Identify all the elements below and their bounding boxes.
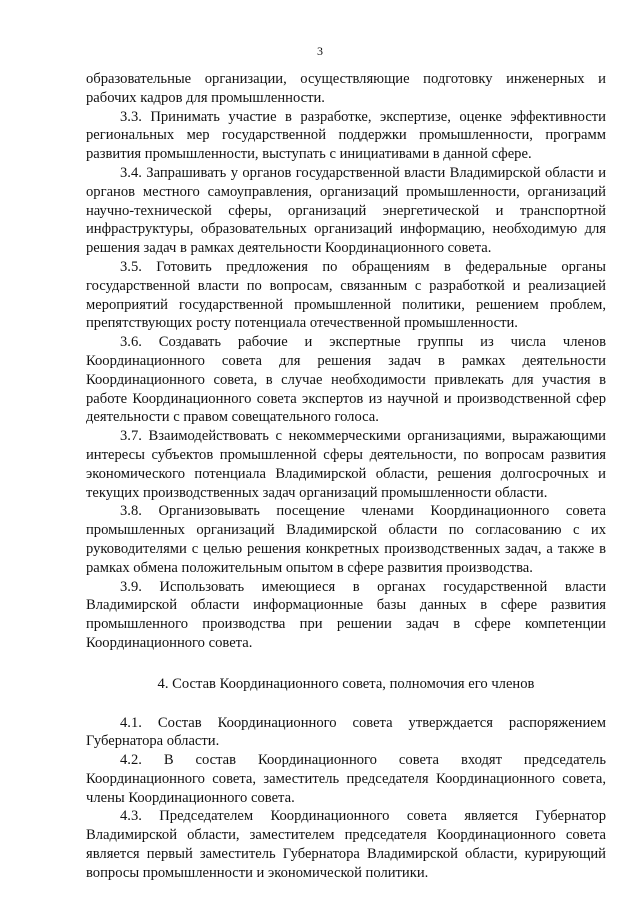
paragraph-4-2: 4.2. В состав Координационного совета входят председатель Координационного совета, заместитель председателя Координационного совета, члены Координационного совета.	[86, 752, 606, 806]
section-title: 4. Состав Координационного совета, полномочия его членов	[157, 675, 535, 692]
paragraph-4-1: 4.1. Состав Координационного совета утверждается распоряжением Губернатора области.	[86, 714, 606, 750]
paragraph-3-7: 3.7. Взаимодействовать с некоммерческими организациями, выражающими интересы субъектов промышленной сферы деятельности, по вопросам развития экономического потенциала Владимирской области, решения долгосрочных и текущих производственных задач организаций промышленности области.	[86, 428, 606, 501]
paragraph-4-3: 4.3. Председателем Координационного совета является Губернатор Владимирской области, заместителем председателя Координационного совета является первый заместитель Губернатора Владимирской области, курирующий вопросы промышленности и экономической политики.	[86, 808, 606, 881]
paragraph-3-6: 3.6. Создавать рабочие и экспертные группы из числа членов Координационного совета для решения задач в рамках деятельности Координационного совета, в случае необходимости привлекать для участия в работе Координационного совета экспертов из научной и производственной сфер деятельности с правом совещательного голоса.	[86, 334, 606, 426]
paragraph-3-9: 3.9. Использовать имеющиеся в органах государственной власти Владимирской области информационные базы данных в сфере развития промышленного производства при решении задач в сфере компетенции Координационного совета.	[86, 578, 606, 651]
paragraph-3-4: 3.4. Запрашивать у органов государственной власти Владимирской области и органов местного самоуправления, организаций промышленности, организаций научно-технической сферы, организаций энергетической и транспортной инфраструктуры, образовательных организаций информацию, необходимую для решения задач в рамках деятельности Координационного совета.	[86, 164, 606, 257]
paragraph-3-5: 3.5. Готовить предложения по обращениям в федеральные органы государственной власти по вопросам, связанным с разработкой и реализацией мероприятий государственной промышленной политики, решением проблем, препятствующих росту потенциала отечественной промышленности.	[86, 258, 606, 332]
paragraph-3-8: 3.8. Организовывать посещение членами Координационного совета промышленных организаций Владимирской области по согласованию с их руководителями с целью решения конкретных производственных задач, а также в рамках обмена положительным опытом в сфере развития производства.	[86, 503, 606, 576]
paragraph-3-3: 3.3. Принимать участие в разработке, экспертизе, оценке эффективности региональных мер государственной поддержки промышленности, программ развития промышленности, выступать с инициативами в данной сфере.	[86, 108, 606, 163]
page-number: 3	[317, 44, 323, 58]
paragraph-continuation: образовательные организации, осуществляющие подготовку инженерных и рабочих кадров для промышленности.	[86, 71, 606, 106]
document-body	[86, 70, 606, 883]
